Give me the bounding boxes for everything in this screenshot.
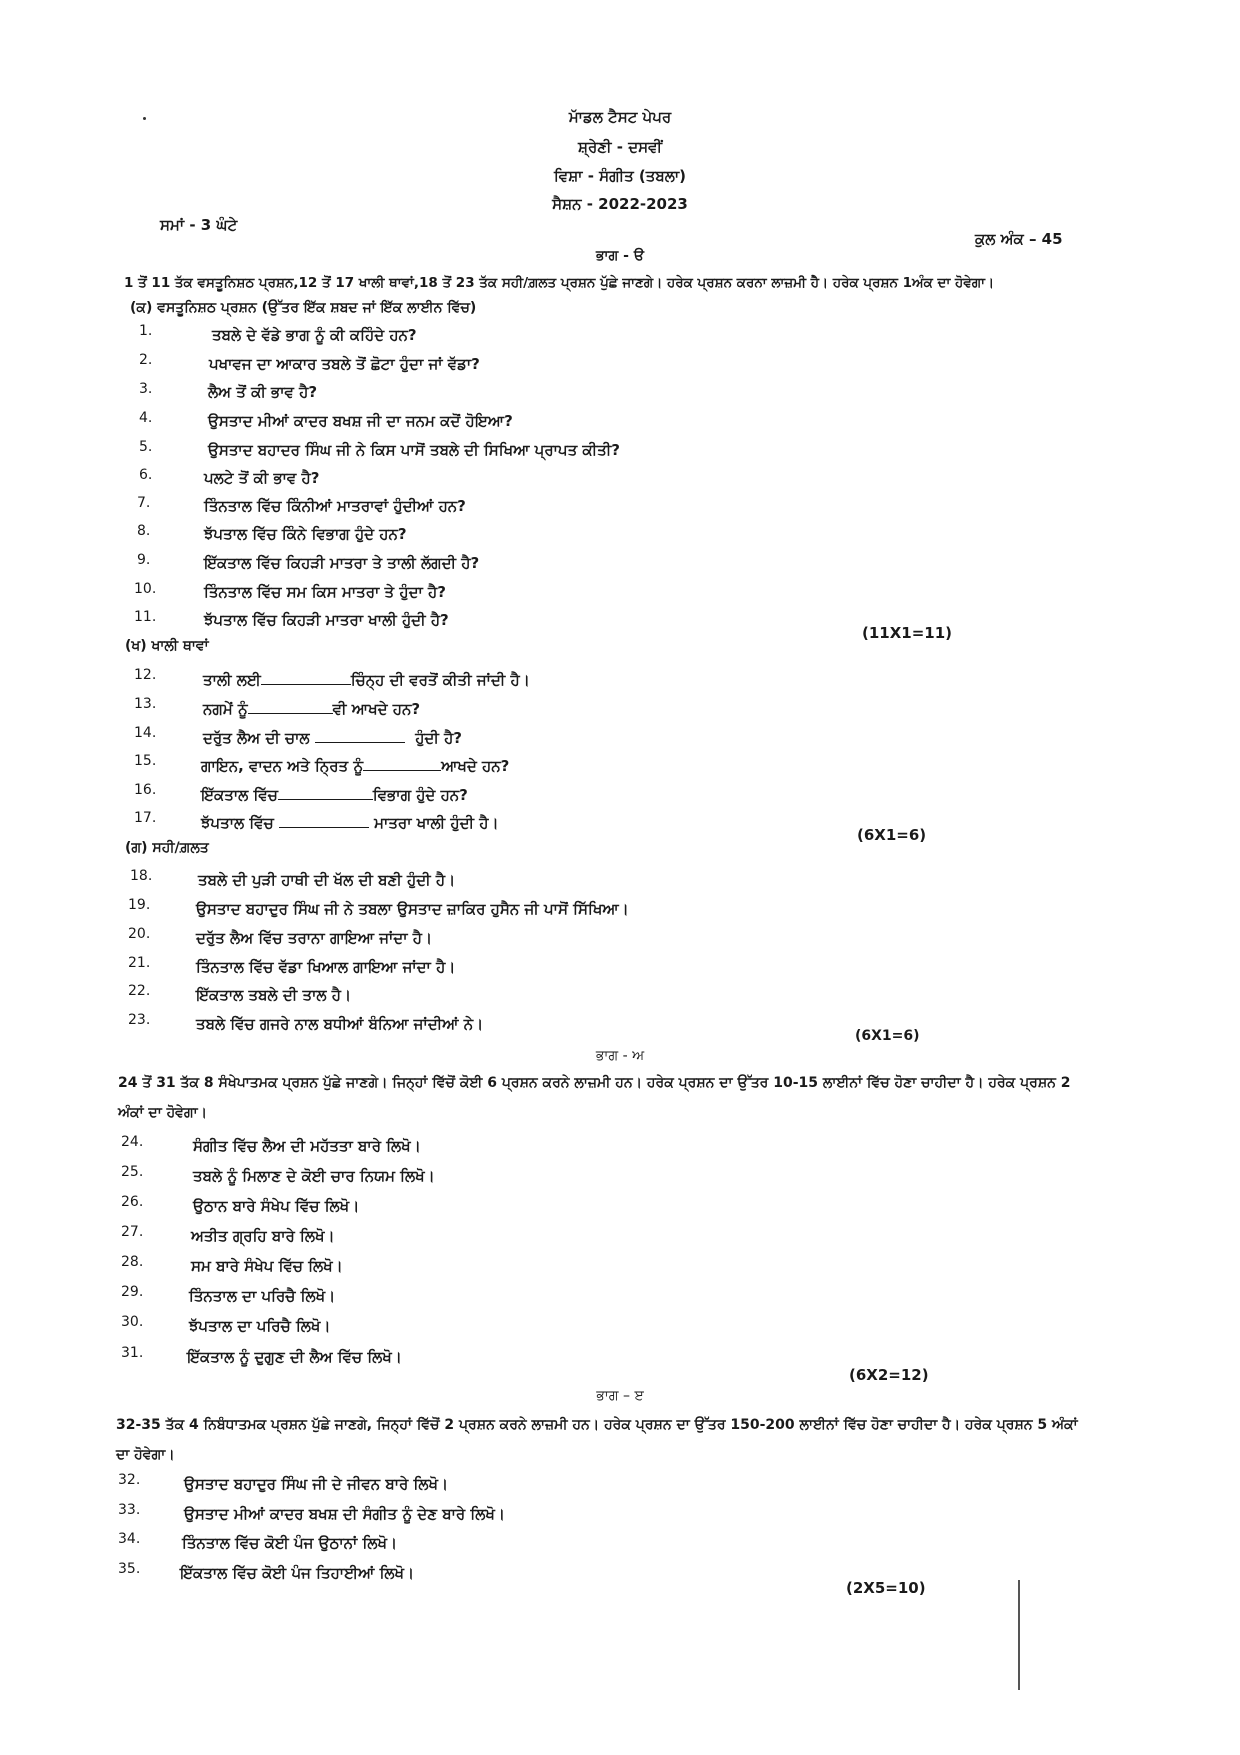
question-text: ਇੱਕਤਾਲ ਵਿੱਚ ਕੋਈ ਪੰਜ ਤਿਹਾਈਆਂ ਲਿਖੋ।: [180, 1564, 415, 1582]
question-text: ਉਸਤਾਦ ਮੀਆਂ ਕਾਦਰ ਬਖਸ਼ ਦੀ ਸੰਗੀਤ ਨੂੰ ਦੇਣ ਬਾਰੇ ਲਿਖੋ।: [184, 1505, 505, 1523]
answer-blank: [278, 785, 373, 800]
time-allowed: ਸਮਾਂ - 3 ਘੰਟੇ: [160, 216, 238, 234]
paper-class: ਸ਼੍ਰੇਣੀ - ਦਸਵੀਂ: [577, 138, 663, 156]
text-after-blank: ਹੁੰਦੀ ਹੈ?: [415, 729, 463, 747]
part-b-title: ਭਾਗ - ਅ: [595, 1048, 645, 1064]
text-before-blank: ਇੱਕਤਾਲ ਵਿੱਚ: [201, 786, 278, 804]
question-text: ਅਤੀਤ ਗ੍ਰਹਿ ਬਾਰੇ ਲਿਖੋ।: [191, 1227, 335, 1245]
question-number: 5.: [139, 439, 153, 455]
question-text: ਝੱਪਤਾਲ ਦਾ ਪਰਿਚੈ ਲਿਖੋ।: [189, 1317, 331, 1335]
part-c-title: ਭਾਗ – ੲ: [596, 1388, 644, 1404]
part-c-instruction: 32-35 ਤੱਕ 4 ਨਿਬੰਧਾਤਮਕ ਪ੍ਰਸ਼ਨ ਪੁੱਛੇ ਜਾਣਗੇ, ਜਿਨ੍ਹਾਂ ਵਿੱਚੋਂ 2 ਪ੍ਰਸ਼ਨ ਕਰਨੇ ਲਾਜ਼ਮੀ ਹਨ। ਹਰੇਕ ਪ੍ਰਸ਼ਨ ਦਾ ਉੱਤਰ 150-200 ਲਾਈਨਾਂ ਵਿੱਚ ਹੋਣਾ ਚਾਹੀਦਾ ਹੈ। ਹਰੇਕ ਪ੍ਰਸ਼ਨ 5 ਅੰਕਾਂ ਦਾ ਹੋਵੇਗਾ।: [116, 1417, 1078, 1463]
objective-marks: (11X1=11): [862, 624, 953, 642]
question-text: ਤਿੰਨਤਾਲ ਵਿੱਚ ਕੋਈ ਪੰਜ ਉਠਾਨਾਂ ਲਿਖੋ।: [182, 1534, 398, 1552]
question-number: 18.: [130, 868, 153, 884]
question-number: 25.: [121, 1164, 144, 1180]
question-text: ਝੱਪਤਾਲ ਵਿੱਚ ਕਿਹੜੀ ਮਾਤਰਾ ਖਾਲੀ ਹੁੰਦੀ ਹੈ?: [204, 611, 449, 629]
section-ka-heading: (ਕ) ਵਸਤੂਨਿਸ਼ਠ ਪ੍ਰਸ਼ਨ (ਉੱਤਰ ਇੱਕ ਸ਼ਬਦ ਜਾਂ ਇੱਕ ਲਾਈਨ ਵਿੱਚ): [130, 300, 477, 316]
part-a-instruction: 1 ਤੋਂ 11 ਤੱਕ ਵਸਤੂਨਿਸ਼ਠ ਪ੍ਰਸ਼ਨ,12 ਤੋਂ 17 ਖਾਲੀ ਥਾਵਾਂ,18 ਤੋਂ 23 ਤੱਕ ਸਹੀ/ਗ਼ਲਤ ਪ੍ਰਸ਼ਨ ਪੁੱਛੇ ਜਾਣਗੇ। ਹਰੇਕ ਪ੍ਰਸ਼ਨ ਕਰਨਾ ਲਾਜ਼ਮੀ ਹੈ। ਹਰੇਕ ਪ੍ਰਸ਼ਨ 1ਅੰਕ ਦਾ ਹੋਵੇਗਾ।: [124, 275, 995, 291]
question-text: ਇੱਕਤਾਲ ਵਿੱਚ ਕਿਹੜੀ ਮਾਤਰਾ ਤੇ ਤਾਲੀ ਲੱਗਦੀ ਹੈ?: [204, 554, 480, 572]
question-text: ਦਰੁੱਤ ਲੈਅ ਵਿੱਚ ਤਰਾਨਾ ਗਾਇਆ ਜਾਂਦਾ ਹੈ।: [196, 929, 433, 947]
text-after-blank: ਵਿਭਾਗ ਹੁੰਦੇ ਹਨ?: [372, 786, 468, 804]
answer-blank: [279, 813, 369, 828]
question-text: [203, 670, 530, 689]
text-after-blank: ਮਾਤਰਾ ਖਾਲੀ ਹੁੰਦੀ ਹੈ।: [374, 814, 499, 832]
question-number: 22.: [128, 983, 151, 999]
question-number: 11.: [134, 609, 157, 625]
text-before-blank: ਦਰੁੱਤ ਲੈਅ ਦੀ ਚਾਲ: [203, 729, 310, 747]
text-before-blank: ਨਗਮੇਂ ਨੂੰ: [203, 700, 248, 718]
question-number: 4.: [139, 410, 153, 426]
question-number: 17.: [134, 810, 157, 826]
question-number: 24.: [121, 1134, 144, 1150]
scan-fold-line: [1018, 1580, 1020, 1690]
question-number: 32.: [118, 1472, 141, 1488]
text-before-blank: ਗਾਇਨ, ਵਾਦਨ ਅਤੇ ਨ੍ਰਿਤ ਨੂੰ: [201, 757, 364, 775]
question-text: ਤਬਲੇ ਨੂੰ ਮਿਲਾਣ ਦੇ ਕੋਈ ਚਾਰ ਨਿਯਮ ਲਿਖੋ।: [193, 1167, 435, 1185]
paper-title: ਮਾੱਡਲ ਟੈਸਟ ਪੇਪਰ: [568, 108, 672, 126]
paper-session: ਸੈਸ਼ਨ - 2022-2023: [552, 195, 688, 213]
blanks-marks: (6X1=6): [857, 826, 927, 844]
question-text: ਤਬਲੇ ਵਿੱਚ ਗਜਰੇ ਨਾਲ ਬਧੀਆਂ ਬੰਨਿਆ ਜਾਂਦੀਆਂ ਨੇ।: [196, 1015, 484, 1033]
question-text: ਲੈਅ ਤੋਂ ਕੀ ਭਾਵ ਹੈ?: [208, 383, 318, 401]
question-text: [203, 728, 462, 747]
question-text: ਤਿੰਨਤਾਲ ਦਾ ਪਰਿਚੈ ਲਿਖੋ।: [189, 1287, 336, 1305]
question-number: 27.: [121, 1224, 144, 1240]
question-number: 13.: [134, 696, 157, 712]
text-after-blank: ਵੀ ਆਖਦੇ ਹਨ?: [332, 700, 421, 718]
question-number: 34.: [118, 1531, 141, 1547]
question-text: ਝੱਪਤਾਲ ਵਿੱਚ ਕਿੰਨੇ ਵਿਭਾਗ ਹੁੰਦੇ ਹਨ?: [204, 525, 407, 543]
question-number: 23.: [128, 1012, 151, 1028]
text-before-blank: ਝੱਪਤਾਲ ਵਿੱਚ: [201, 814, 274, 832]
question-text: ਸੰਗੀਤ ਵਿੱਚ ਲੈਅ ਦੀ ਮਹੱਤਤਾ ਬਾਰੇ ਲਿਖੋ।: [193, 1137, 421, 1155]
question-number: 1.: [139, 323, 153, 339]
question-text: ਪਲਟੇ ਤੋਂ ਕੀ ਭਾਵ ਹੈ?: [204, 469, 320, 487]
answer-blank: [261, 670, 351, 685]
question-text: ਤਿੰਨਤਾਲ ਵਿੱਚ ਸਮ ਕਿਸ ਮਾਤਰਾ ਤੇ ਹੁੰਦਾ ਹੈ?: [204, 583, 446, 601]
question-number: 21.: [128, 955, 151, 971]
question-number: 3.: [139, 381, 153, 397]
question-text: ਸਮ ਬਾਰੇ ਸੰਖੇਪ ਵਿੱਚ ਲਿਖੋ।: [191, 1257, 343, 1275]
text-before-blank: ਤਾਲੀ ਲਈ: [203, 671, 261, 689]
question-number: 15.: [134, 753, 157, 769]
question-text: [203, 699, 420, 718]
question-text: [201, 756, 509, 775]
question-number: 33.: [118, 1502, 141, 1518]
part-b-instruction: 24 ਤੋਂ 31 ਤੱਕ 8 ਸੰਖੇਪਾਤਮਕ ਪ੍ਰਸ਼ਨ ਪੁੱਛੇ ਜਾਣਗੇ। ਜਿਨ੍ਹਾਂ ਵਿੱਚੋਂ ਕੋਈ 6 ਪ੍ਰਸ਼ਨ ਕਰਨੇ ਲਾਜ਼ਮੀ ਹਨ। ਹਰੇਕ ਪ੍ਰਸ਼ਨ ਦਾ ਉੱਤਰ 10-15 ਲਾਈਨਾਂ ਵਿੱਚ ਹੋਣਾ ਚਾਹੀਦਾ ਹੈ। ਹਰੇਕ ਪ੍ਰਸ਼ਨ 2 ਅੰਕਾਂ ਦਾ ਹੋਵੇਗਾ।: [118, 1075, 1071, 1121]
essay-marks: (2X5=10): [846, 1579, 926, 1597]
answer-blank: [248, 699, 333, 714]
section-kha-heading: (ਖ) ਖਾਲੀ ਥਾਵਾਂ: [125, 638, 209, 654]
question-number: 28.: [121, 1254, 144, 1270]
question-number: 20.: [128, 926, 151, 942]
text-after-blank: ਚਿੰਨ੍ਹ ਦੀ ਵਰਤੋਂ ਕੀਤੀ ਜਾਂਦੀ ਹੈ।: [350, 671, 530, 689]
question-number: 29.: [121, 1284, 144, 1300]
question-text: ਤਿੰਨਤਾਲ ਵਿੱਚ ਕਿੰਨੀਆਂ ਮਾਤਰਾਵਾਂ ਹੁੰਦੀਆਂ ਹਨ?: [204, 497, 466, 515]
answer-blank: [363, 756, 441, 771]
question-text: ਪਖਾਵਜ ਦਾ ਆਕਾਰ ਤਬਲੇ ਤੋਂ ਛੋਟਾ ਹੁੰਦਾ ਜਾਂ ਵੱਡਾ?: [209, 355, 480, 373]
question-number: 31.: [121, 1345, 144, 1361]
question-text: ਉਸਤਾਦ ਬਹਾਦਰ ਸਿੰਘ ਜੀ ਨੇ ਕਿਸ ਪਾਸੋਂ ਤਬਲੇ ਦੀ ਸਿਖਿਆ ਪ੍ਰਾਪਤ ਕੀਤੀ?: [208, 441, 620, 459]
question-number: 6.: [139, 467, 153, 483]
question-text: ਤਬਲੇ ਦੀ ਪੁੜੀ ਹਾਥੀ ਦੀ ਖੱਲ ਦੀ ਬਣੀ ਹੁੰਦੀ ਹੈ।: [198, 871, 456, 889]
question-text: ਉਸਤਾਦ ਮੀਆਂ ਕਾਦਰ ਬਖਸ਼ ਜੀ ਦਾ ਜਨਮ ਕਦੋਂ ਹੋਇਆ?: [208, 412, 513, 430]
short-answer-marks: (6X2=12): [849, 1366, 929, 1384]
answer-blank: [315, 728, 405, 743]
true-false-marks: (6X1=6): [855, 1028, 920, 1044]
question-text: ਉਠਾਨ ਬਾਰੇ ਸੰਖੇਪ ਵਿੱਚ ਲਿਖੋ।: [193, 1197, 360, 1215]
question-text: ਉਸਤਾਦ ਬਹਾਦੁਰ ਸਿੰਘ ਜੀ ਦੇ ਜੀਵਨ ਬਾਰੇ ਲਿਖੋ।: [184, 1475, 449, 1493]
question-number: 26.: [121, 1194, 144, 1210]
question-text: ਉਸਤਾਦ ਬਹਾਦੁਰ ਸਿੰਘ ਜੀ ਨੇ ਤਬਲਾ ਉਸਤਾਦ ਜ਼ਾਕਿਰ ਹੁਸੈਨ ਜੀ ਪਾਸੋਂ ਸਿੱਖਿਆ।: [196, 900, 629, 918]
question-number: 9.: [137, 552, 151, 568]
question-number: 19.: [128, 897, 151, 913]
question-text: ਤਿੰਨਤਾਲ ਵਿੱਚ ਵੱਡਾ ਖਿਆਲ ਗਾਇਆ ਜਾਂਦਾ ਹੈ।: [196, 958, 456, 976]
question-text: ਤਬਲੇ ਦੇ ਵੱਡੇ ਭਾਗ ਨੂੰ ਕੀ ਕਹਿੰਦੇ ਹਨ?: [212, 326, 417, 344]
question-number: 16.: [134, 782, 157, 798]
question-number: 12.: [134, 667, 157, 683]
question-text: ਇੱਕਤਾਲ ਨੂੰ ਦੁਗੁਣ ਦੀ ਲੈਅ ਵਿੱਚ ਲਿਖੋ।: [187, 1348, 402, 1366]
question-number: 14.: [134, 725, 157, 741]
question-text: ਇੱਕਤਾਲ ਤਬਲੇ ਦੀ ਤਾਲ ਹੈ।: [196, 986, 352, 1004]
question-number: 35.: [118, 1561, 141, 1577]
total-marks: ਕੁਲ ਅੰਕ – 45: [975, 230, 1063, 248]
question-text: [201, 785, 468, 804]
question-number: 8.: [137, 523, 151, 539]
question-number: 2.: [139, 352, 153, 368]
paper-subject: ਵਿਸ਼ਾ - ਸੰਗੀਤ (ਤਬਲਾ): [553, 167, 687, 185]
question-number: 7.: [137, 495, 151, 511]
section-ga-heading: (ਗ) ਸਹੀ/ਗ਼ਲਤ: [125, 840, 209, 856]
text-after-blank: ਆਖਦੇ ਹਨ?: [441, 757, 510, 775]
question-number: 30.: [121, 1314, 144, 1330]
question-text: [201, 813, 499, 832]
part-a-title: ਭਾਗ - ੳ: [595, 248, 645, 264]
question-number: 10.: [134, 581, 157, 597]
